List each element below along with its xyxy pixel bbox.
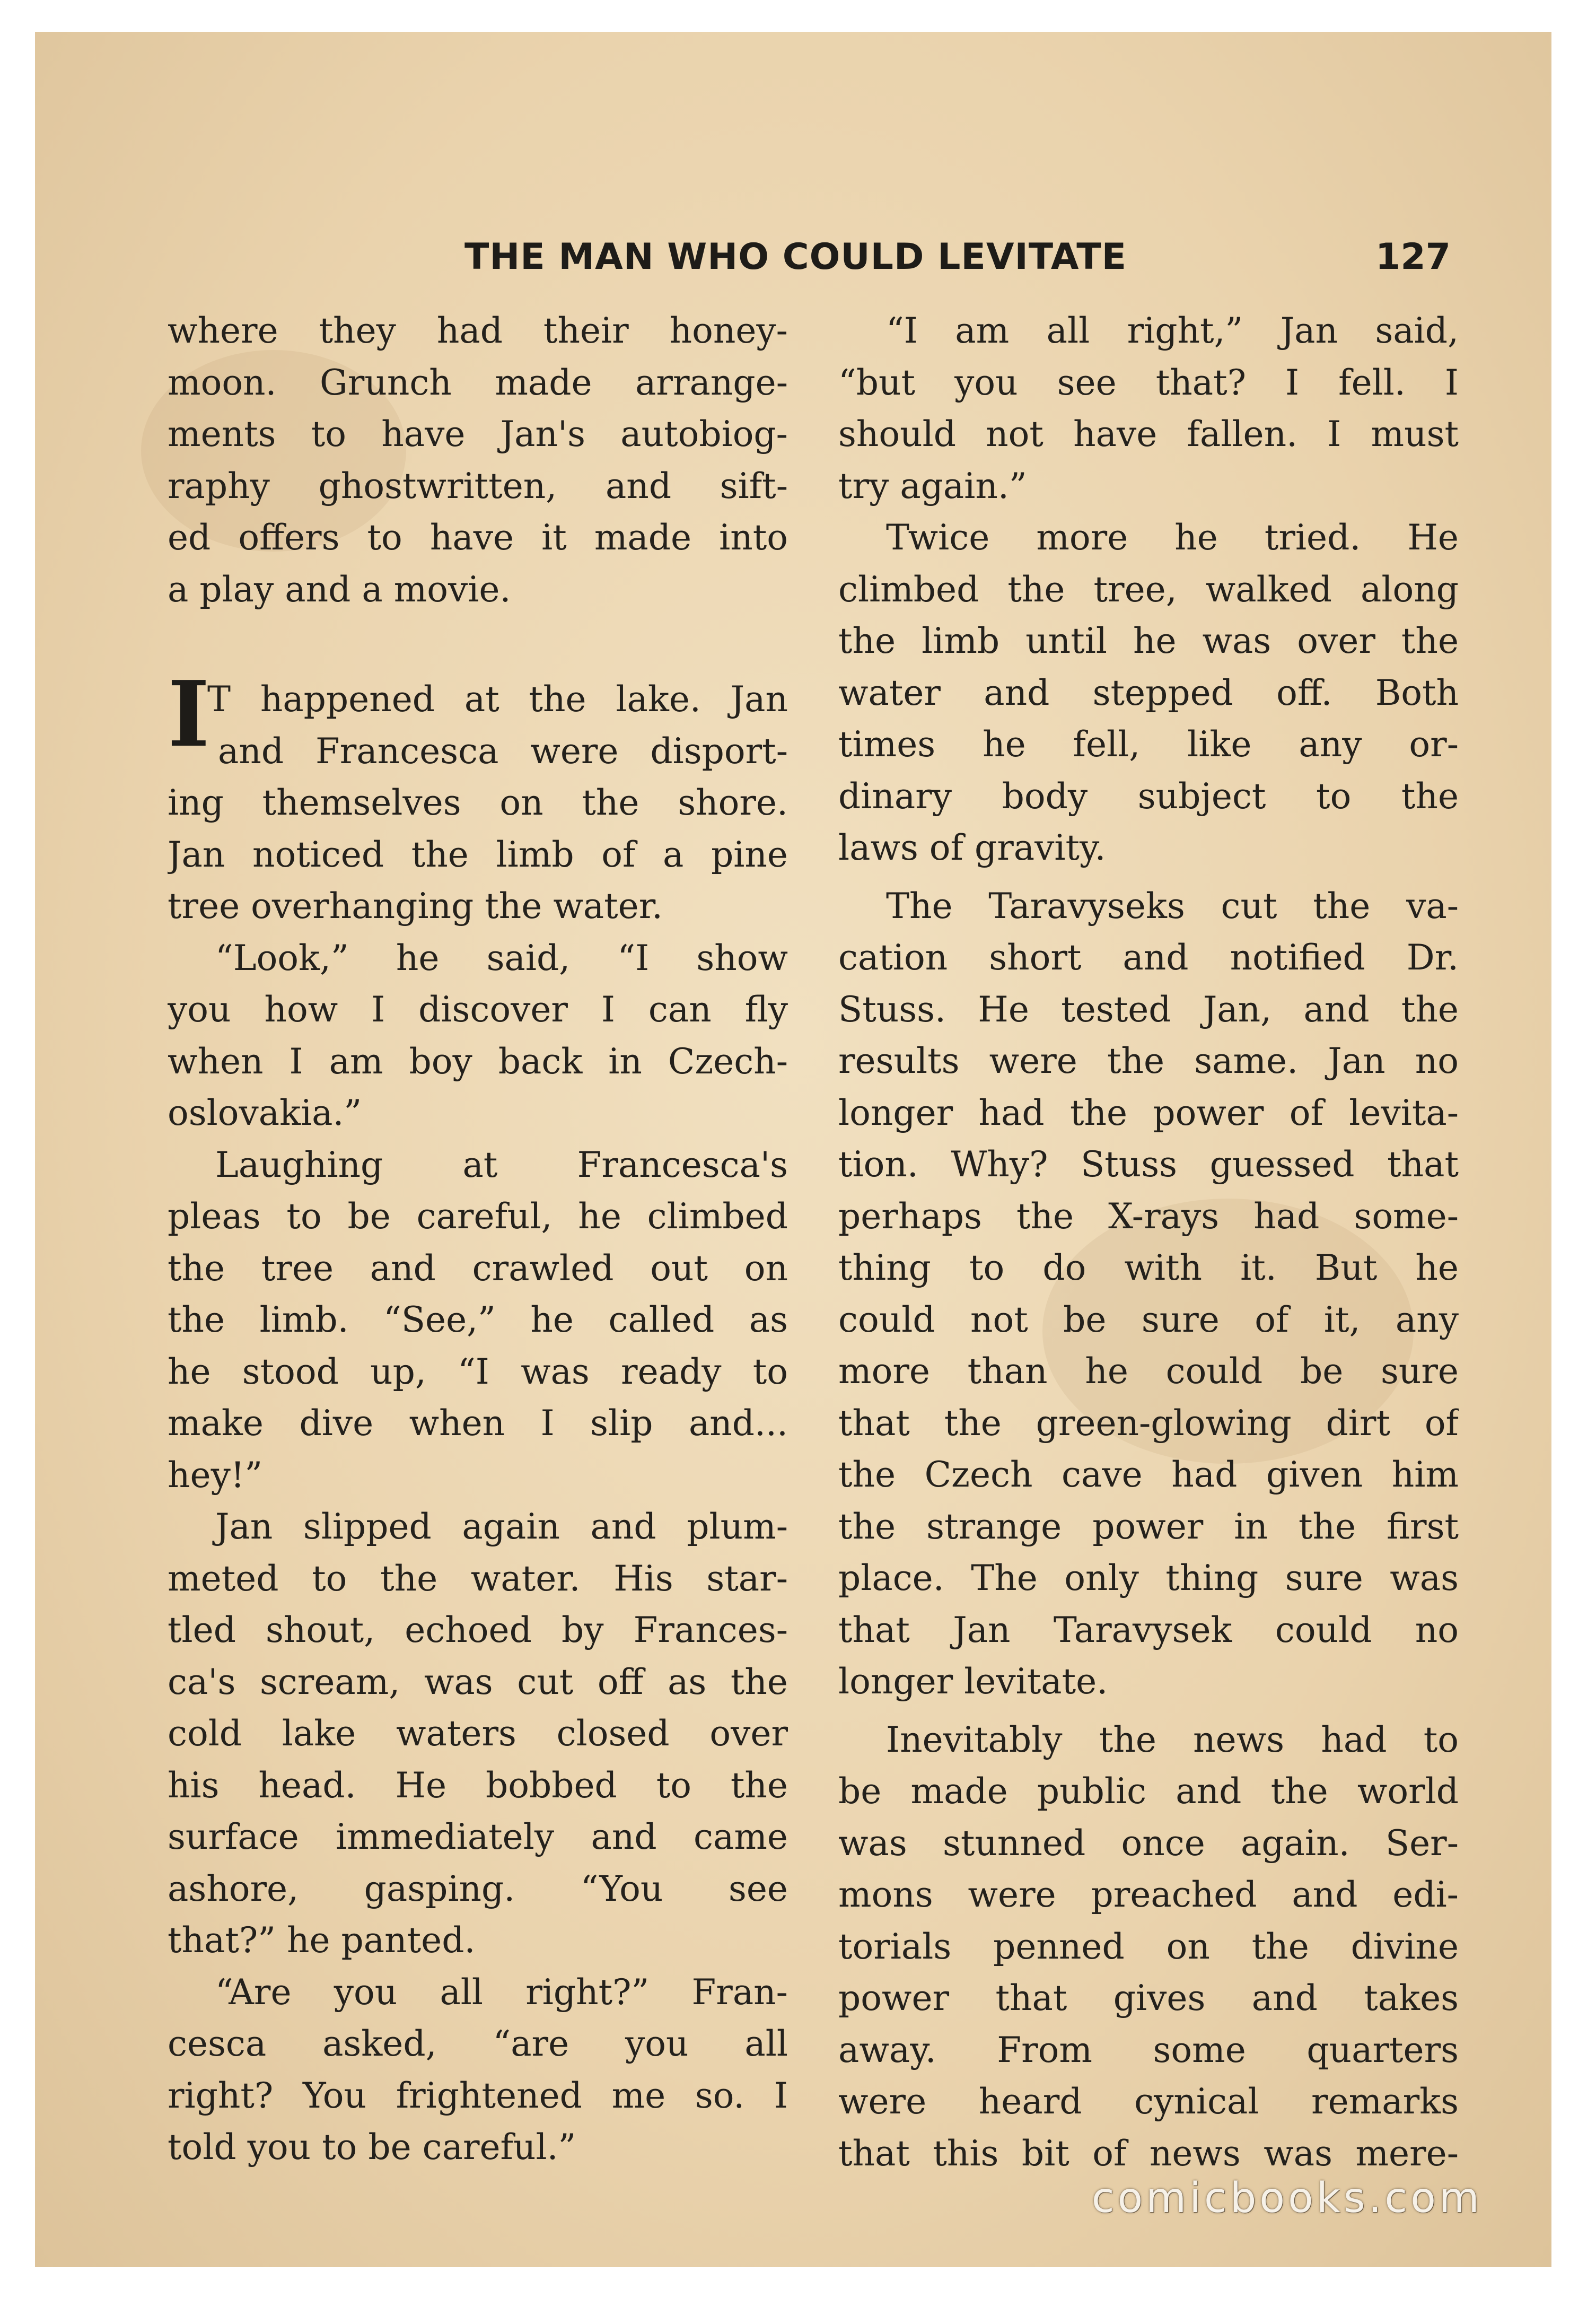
text-line: the limb until he was over the [838,621,1459,661]
text-line: cesca asked, “are you all [168,2023,788,2064]
section-break [168,615,788,674]
text-line: tion. Why? Stuss guessed that [838,1144,1459,1185]
text-line: told you to be careful.” [168,2127,576,2168]
text-line: power that gives and takes [838,1978,1459,2018]
text-line: Inevitably the news had to [886,1719,1459,1760]
text-line: “but you see that? I fell. I [838,362,1459,403]
text-line: T happened at the lake. Jan [207,679,788,720]
text-line: laws of gravity. [838,827,1106,868]
text-line: make dive when I slip and... [168,1403,788,1444]
text-line: a play and a movie. [168,569,511,610]
text-line: Laughing at Francesca's [215,1144,788,1185]
text-line: oslovakia.” [168,1093,362,1133]
text-line: longer had the power of levita- [838,1092,1459,1133]
text-line: that this bit of news was mere- [838,2133,1459,2174]
text-line: torials penned on the divine [838,1926,1459,1967]
text-line: cold lake waters closed over [168,1713,788,1754]
text-line: longer levitate. [838,1661,1108,1702]
text-line: Stuss. He tested Jan, and the [838,989,1459,1030]
text-line: “Look,” he said, “I show [215,937,788,978]
text-line: perhaps the X-rays had some- [838,1195,1459,1237]
text-line: surface immediately and came [168,1816,788,1857]
text-line: ing themselves on the shore. [168,782,788,823]
text-line: water and stepped off. Both [838,672,1459,713]
text-line: “Are you all right?” Fran- [215,1971,788,2013]
text-line: cation short and notified Dr. [838,937,1459,978]
right-column [838,305,1459,2179]
text-line: mons were preached and edi- [838,1874,1459,1915]
text-line: Jan noticed the limb of a pine [168,834,788,875]
text-line: climbed the tree, walked along [838,569,1459,610]
text-line: “I am all right,” Jan said, [886,310,1459,351]
text-line: that?” he panted. [168,1920,476,1961]
text-line: results were the same. Jan no [838,1041,1459,1081]
text-line: his head. He bobbed to the [168,1764,788,1806]
text-line: the Czech cave had given him [838,1454,1459,1495]
text-line: that Jan Taravysek could no [838,1609,1459,1650]
paragraph-space [838,874,1459,880]
text-line: and Francesca were disport- [218,730,788,772]
text-line: right? You frightened me so. I [168,2075,788,2116]
text-line: Twice more he tried. He [886,517,1459,558]
text-line: raphy ghostwritten, and sift- [168,465,788,506]
text-line: be made public and the world [838,1771,1459,1812]
text-line: that the green-glowing dirt of [838,1402,1459,1444]
text-line: ed offers to have it made into [168,517,788,558]
text-line: the limb. “See,” he called as [168,1299,788,1340]
text-line: were heard cynical remarks [838,2081,1459,2122]
text-line: meted to the water. His star- [168,1558,788,1599]
text-line: should not have fallen. I must [838,414,1459,455]
page-number: 127 [1375,236,1451,278]
book-page [35,32,1551,2267]
text-line: more than he could be sure [838,1351,1459,1392]
text-line: ments to have Jan's autobiog- [168,414,788,455]
text-line: pleas to be careful, he climbed [168,1196,788,1237]
text-line: away. From some quarters [838,2029,1459,2070]
text-line: was stunned once again. Ser- [838,1822,1459,1864]
text-line: moon. Grunch made arrange- [168,362,788,403]
site-watermark: comicbooks.com [1091,2174,1483,2222]
paragraph-with-dropcap [168,661,788,932]
text-line: you how I discover I can fly [168,989,788,1030]
text-line: thing to do with it. But he [838,1247,1459,1288]
text-line: try again.” [838,465,1027,506]
text-line: tled shout, echoed by Frances- [168,1610,788,1650]
text-line: dinary body subject to the [838,775,1459,817]
text-line: the tree and crawled out on [168,1247,788,1289]
text-line: when I am boy back in Czech- [168,1041,788,1082]
text-line: where they had their honey- [168,310,788,351]
text-line: Jan slipped again and plum- [215,1506,788,1547]
text-line: ashore, gasping. “You see [168,1868,788,1909]
text-line: The Taravyseks cut the va- [886,885,1459,927]
text-line: hey!” [168,1454,263,1496]
text-line: ca's scream, was cut off as the [168,1661,788,1702]
text-line: place. The only thing sure was [838,1558,1459,1598]
left-column [168,305,788,2173]
running-title: THE MAN WHO COULD LEVITATE [464,236,1127,278]
text-line: he stood up, “I was ready to [168,1351,788,1392]
text-line: times he fell, like any or- [838,724,1459,765]
drop-cap: I [168,661,210,767]
text-line: tree overhanging the water. [168,886,663,927]
text-line: could not be sure of it, any [838,1299,1459,1340]
paragraph-space [838,1708,1459,1714]
text-line: the strange power in the first [838,1506,1459,1547]
